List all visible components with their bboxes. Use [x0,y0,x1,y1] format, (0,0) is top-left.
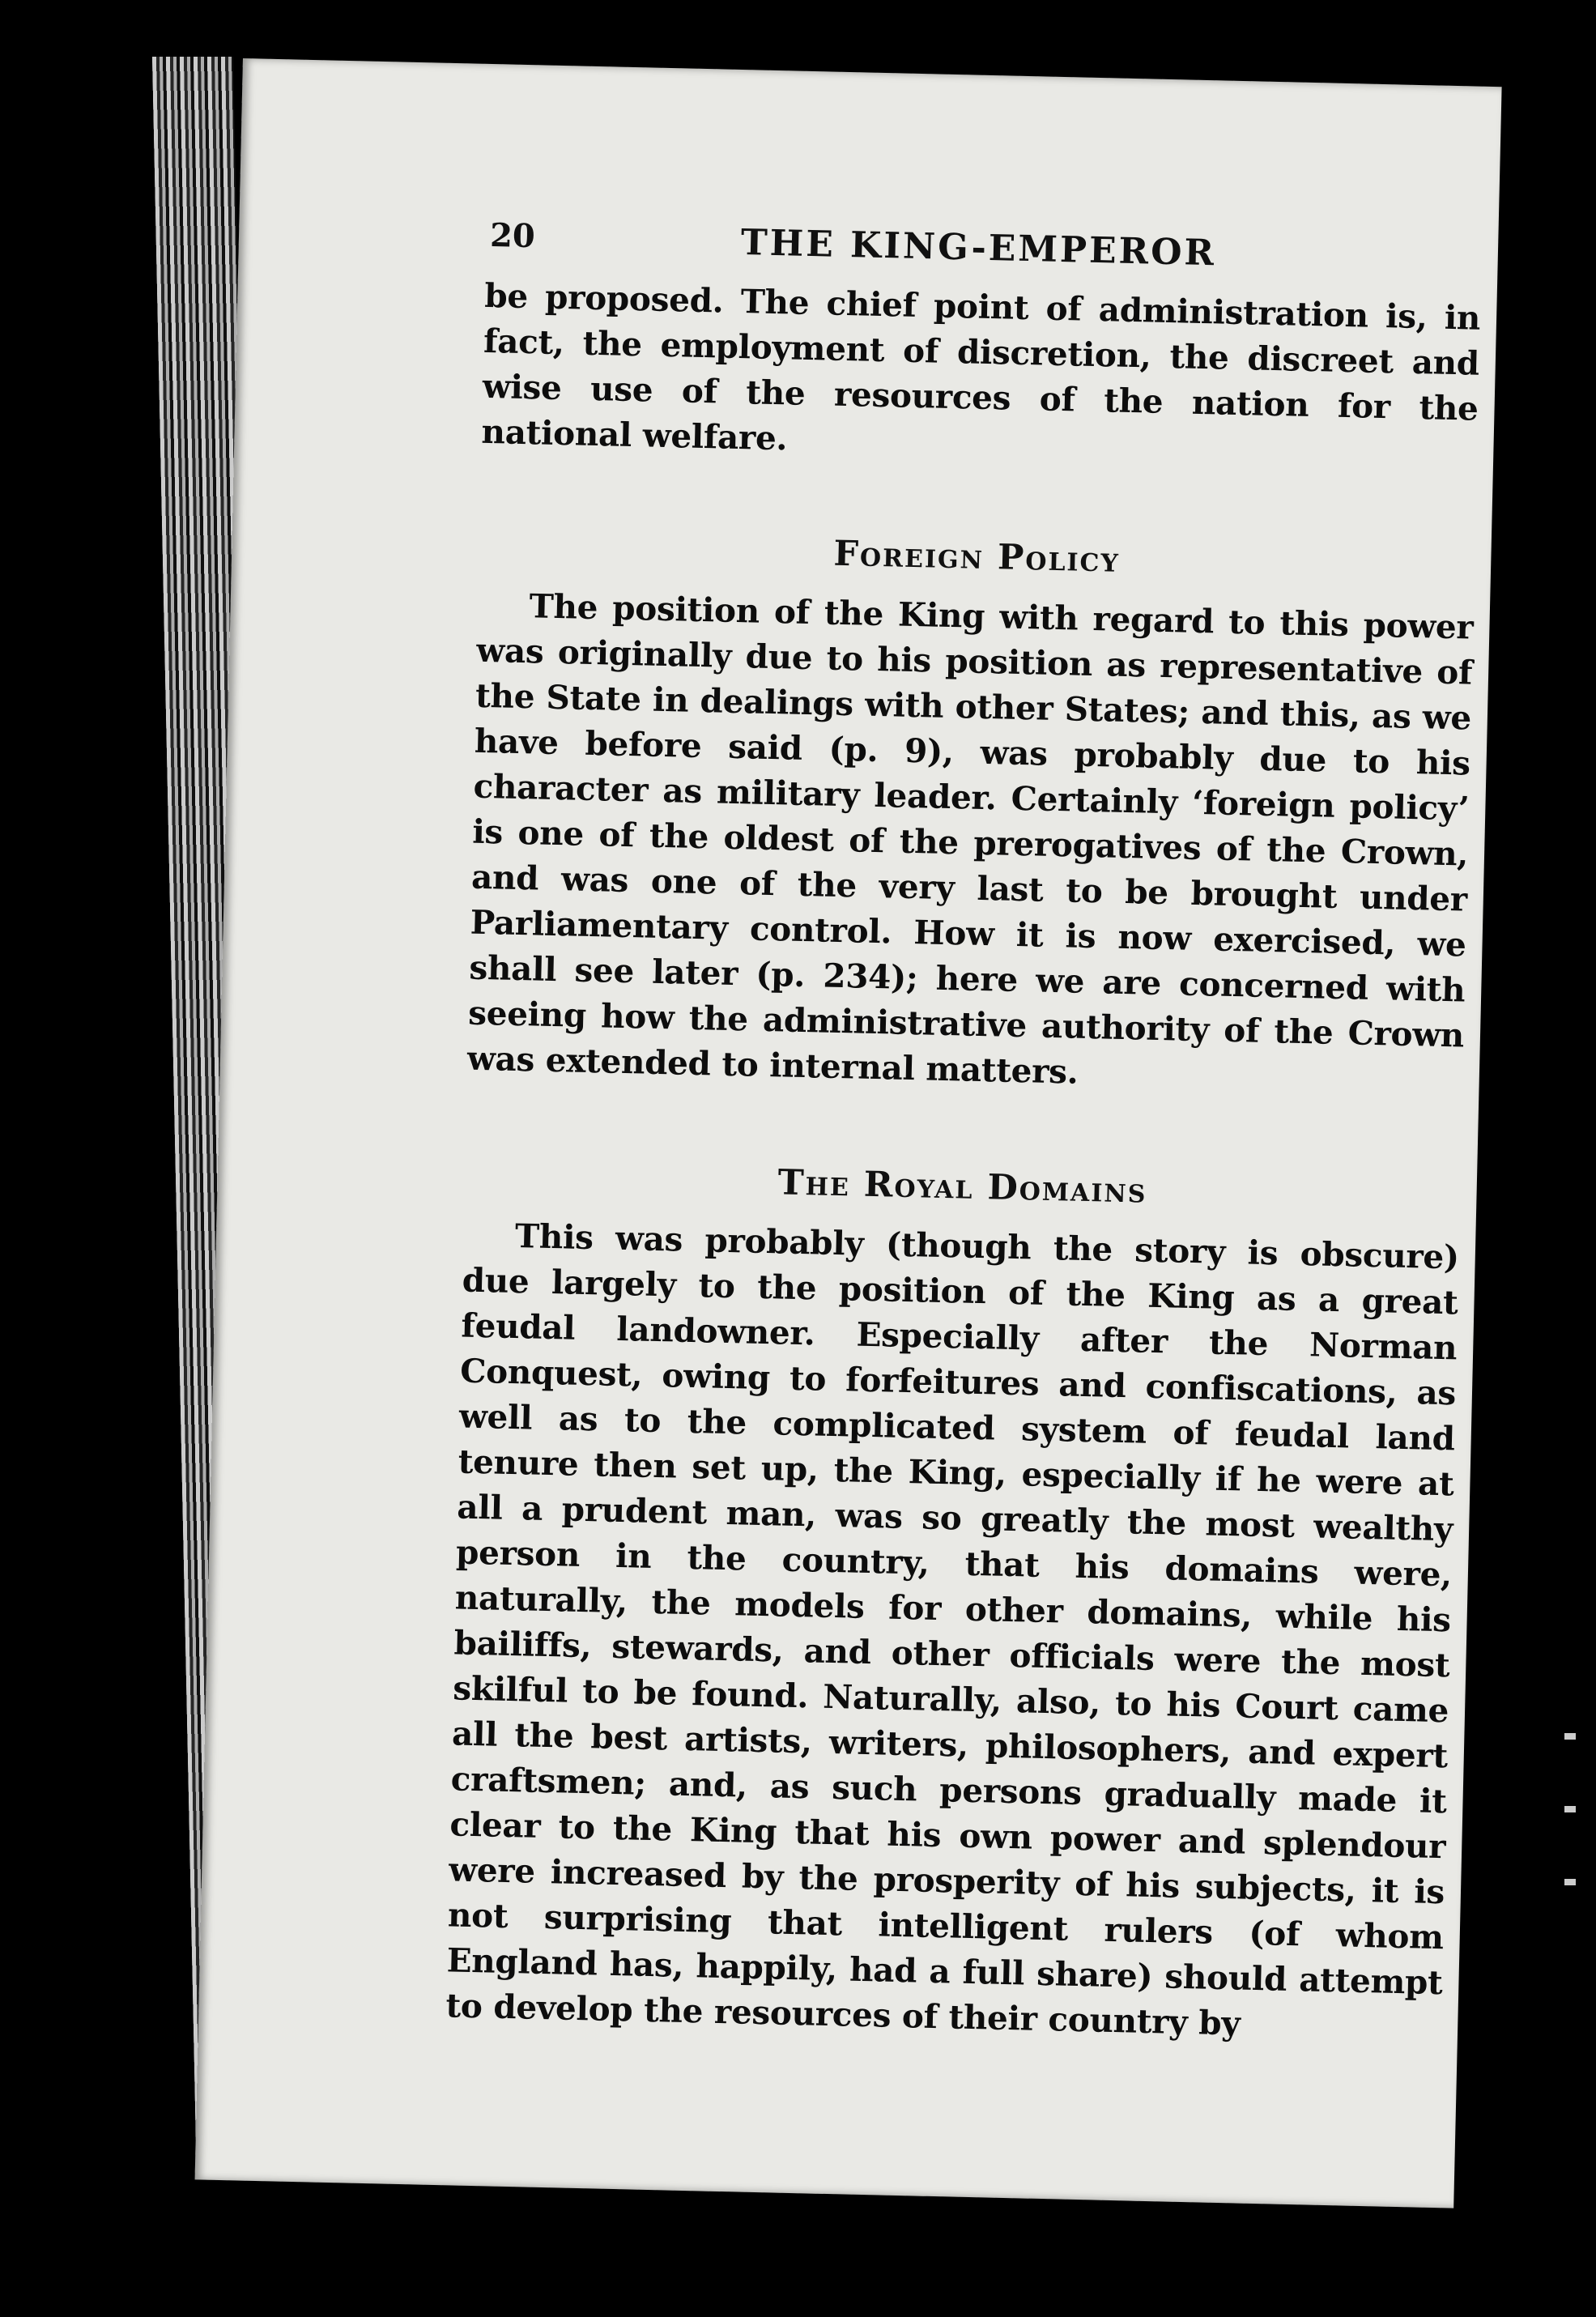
section-heading-royal-domains: The Royal Domains [777,1162,1148,1212]
running-title: THE KING-EMPEROR [740,222,1217,275]
paragraph-foreign-policy: The position of the King with regard to this power was originally due to his position as representative of the State in dealings with other States; and this, as we have before said (p. 9), was probably due to his character as military leader. Certainly ‘foreign policy’ is one of the oldest of the prerogatives of the Crown, and was one of the very last to be brought under Parliamentary control. How it is now exercised, we shall see later (p. 234); here we are concerned with seeing how the administrative authority of the Crown was extended to internal matters. [466,586,1474,1092]
adjacent-page-fragment [1564,1879,1576,1885]
adjacent-page-fragment [1564,1806,1576,1812]
section-heading-foreign-policy: Foreign Policy [833,533,1121,581]
page-number: 20 [489,215,536,256]
book-page [195,58,1502,2208]
paragraph-intro: be proposed. The chief point of administration is, in fact, the employment of discretion, the discreet and wise use of the resources of the nation for the national welfare. [481,275,1481,458]
paragraph-royal-domains: This was probably (though the story is obscure) due largely to the position of the King as a great feudal landowner. Especially after the Norman Conquest, owing to forfeitures and confiscations, as well as to the complicated system of feudal land tenure then set up, the King, especially if he were at all a prudent man, was so greatly the most wealthy person in the country, that his domains were, naturally, the models for other domains, while his bailiffs, stewards, and other officials were the most skilful to be found. Naturally, also, to his Court came all the best artists, writers, philosophers, and expert craftsmen; and, as such persons gradually made it clear to the King that his own power and splendour were increased by the prosperity of his subjects, it is not surprising that intelligent rulers (of whom England has, happily, had a full share) should attempt to develop the resources of their country by [445,1216,1460,2043]
adjacent-page-fragment [1564,1733,1576,1740]
